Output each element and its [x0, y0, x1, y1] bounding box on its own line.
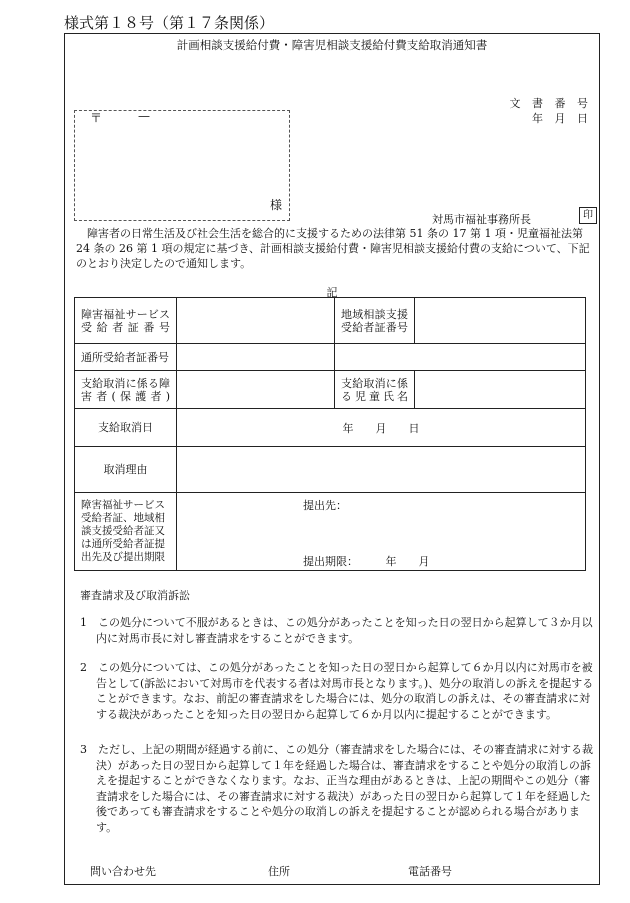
submission-value: [177, 493, 586, 571]
appeal-item-3: 3 ただし、上記の期間が経過する前に、この処分（審査請求をした場合には、その審査請求に対する裁決）があった日の翌日から起算して１年を経過した場合は、審査請求をすることや処分の取消しの訴えを提起することができなくなります。なお、正当な理由があるときは、上記の期間やこの処分（審査請求をした場合には、その審査請求に対する裁決）があった日の翌日から起算して１年を経過した後であっても審査請求をすることや処分の取消しの訴えを提起することが認められる場合があります。: [80, 743, 593, 834]
doc-info: [510, 96, 593, 126]
date-label: 年 月 日: [532, 112, 592, 125]
table-row: [75, 371, 586, 409]
disabled-person-value: [177, 371, 335, 409]
postal-dash: —: [138, 109, 150, 123]
service-cert-label: 障害福祉サービス受給者証番号: [75, 298, 177, 344]
regional-cert-label: 地域相談支援受給者証番号: [335, 298, 415, 344]
details-table: [74, 297, 586, 571]
document-title: 計画相談支援給付費・障害児相談支援給付費支給取消通知書: [176, 38, 488, 52]
regional-cert-digits: [415, 298, 586, 344]
cancel-reason-label: 取消理由: [75, 447, 177, 493]
appeal-item-1: 1 この処分について不服があるときは、この処分があったことを知った日の翌日から起算して３か月以内に対馬市長に対し審査請求をすることができます。: [80, 616, 593, 645]
seal-stamp: 印: [579, 207, 597, 224]
appeal-item-2: 2 この処分については、この処分があったことを知った日の翌日から起算して６か月以内に対馬市を被告として(訴訟において対馬市を代表する者は対馬市長となります。)、処分の取消しの訴えを提起することができます。なお、前記の審査請求をした場合には、処分の取消しの訴えは、その審査請求に対する裁決があったことを知った日の翌日から起算して６か月以内に提起することができます。: [80, 661, 594, 721]
table-row: [75, 344, 586, 371]
honorific: 様: [270, 198, 283, 212]
submission-deadline: 提出期限： 年 月: [303, 555, 430, 568]
service-cert-digits: [177, 298, 335, 344]
table-row: [75, 409, 586, 447]
cancel-reason-value: [177, 447, 586, 493]
form-number: 様式第１８号（第１７条関係）: [64, 14, 275, 32]
inquiry-label: 問い合わせ先: [90, 865, 156, 878]
child-name-value: [415, 371, 586, 409]
day-care-cert-label: 通所受給者証番号: [75, 344, 177, 371]
cancel-date-value: 年 月 日: [177, 409, 586, 447]
postal-mark: 〒: [90, 111, 103, 125]
office-name: 対馬市福祉事務所長: [432, 213, 531, 226]
appeal-heading: 審査請求及び取消訴訟: [80, 589, 190, 602]
day-care-cert-blank: [335, 344, 586, 371]
phone-label: 電話番号: [408, 865, 452, 878]
child-name-label: 支給取消に係る児童氏名: [335, 371, 415, 409]
cancel-date-label: 支給取消日: [75, 409, 177, 447]
disabled-person-label: 支給取消に係る障害者(保護者): [75, 371, 177, 409]
address-label: 住所: [268, 865, 290, 878]
submission-label: 障害福祉サービス受給者証、地域相談支援受給者証又は通所受給者証提出先及び提出期限: [75, 493, 177, 571]
submission-destination: 提出先：: [303, 499, 347, 512]
table-row: [75, 298, 586, 344]
ki-marker: 記: [326, 286, 338, 299]
doc-number-label: 文 書 番 号: [509, 97, 592, 110]
day-care-cert-digits: [177, 344, 335, 371]
address-box: [74, 110, 290, 221]
table-row: [75, 493, 586, 571]
table-row: [75, 447, 586, 493]
intro-text: 障害者の日常生活及び社会生活を総合的に支援するための法律第 51 条の 17 第 1 項・児童福祉法第 24 条の 26 第 1 項の規定に基づき、計画相談支援給付費・障害児相談支援給付費の支給について、下記のとおり決定したので通知します。: [76, 227, 590, 270]
